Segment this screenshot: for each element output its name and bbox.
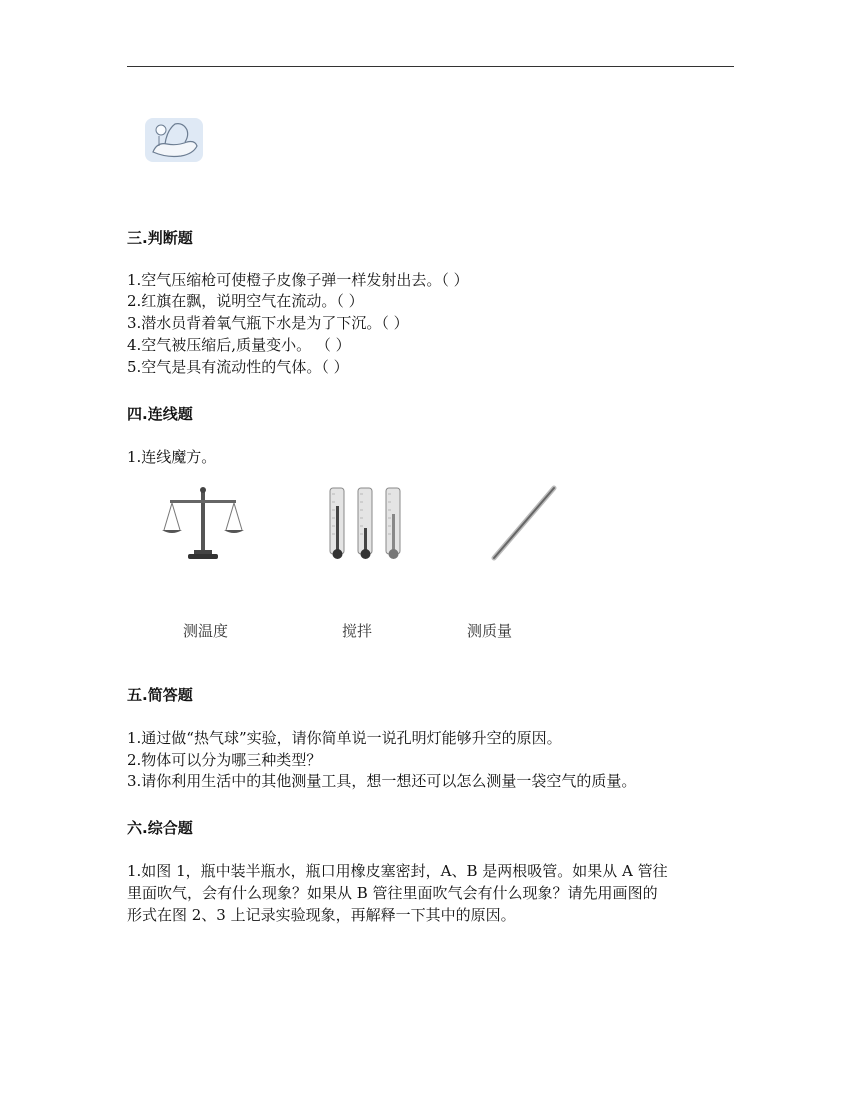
judgment-item-2: 2.红旗在飘，说明空气在流动。（ ） (127, 292, 364, 310)
comprehensive-line-3: 形式在图 2、3 上记录实验现象，再解释一下其中的原因。 (127, 906, 516, 924)
short-answer-item-1: 1.通过做“热气球”实验，请你简单说一说孔明灯能够升空的原因。 (127, 729, 562, 747)
judgment-item-5: 5.空气是具有流动性的气体。（ ） (127, 358, 349, 376)
label-measure-temperature: 测温度 (183, 622, 229, 640)
judgment-item-1: 1.空气压缩枪可使橙子皮像子弹一样发射出去。（ ） (127, 271, 469, 289)
header-rule (127, 66, 734, 67)
hand-squeeze-illustration (143, 116, 205, 164)
comprehensive-line-1: 1.如图 1，瓶中装半瓶水，瓶口用橡皮塞密封，A、B 是两根吸管。如果从 A 管往 (127, 862, 668, 880)
short-answer-item-3: 3.请你利用生活中的其他测量工具，想一想还可以怎么测量一袋空气的质量。 (127, 772, 637, 790)
section-heading-short-answer: 五.简答题 (127, 686, 193, 704)
balance-scale-illustration (160, 484, 246, 562)
label-stir: 搅拌 (342, 622, 373, 640)
judgment-item-3: 3.潜水员背着氧气瓶下水是为了下沉。（ ） (127, 314, 409, 332)
thermometers-illustration (324, 484, 408, 564)
matching-question: 1.连线魔方。 (127, 448, 217, 466)
stirring-rod-illustration (486, 484, 562, 564)
section-heading-comprehensive: 六.综合题 (127, 819, 193, 837)
section-heading-judgment: 三.判断题 (127, 229, 193, 247)
judgment-item-4: 4.空气被压缩后,质量变小。 （ ） (127, 336, 351, 354)
comprehensive-line-2: 里面吹气，会有什么现象？如果从 B 管往里面吹气会有什么现象？请先用画图的 (127, 884, 658, 902)
short-answer-item-2: 2.物体可以分为哪三种类型？ (127, 751, 322, 769)
section-heading-matching: 四.连线题 (127, 405, 193, 423)
label-measure-mass: 测质量 (467, 622, 513, 640)
